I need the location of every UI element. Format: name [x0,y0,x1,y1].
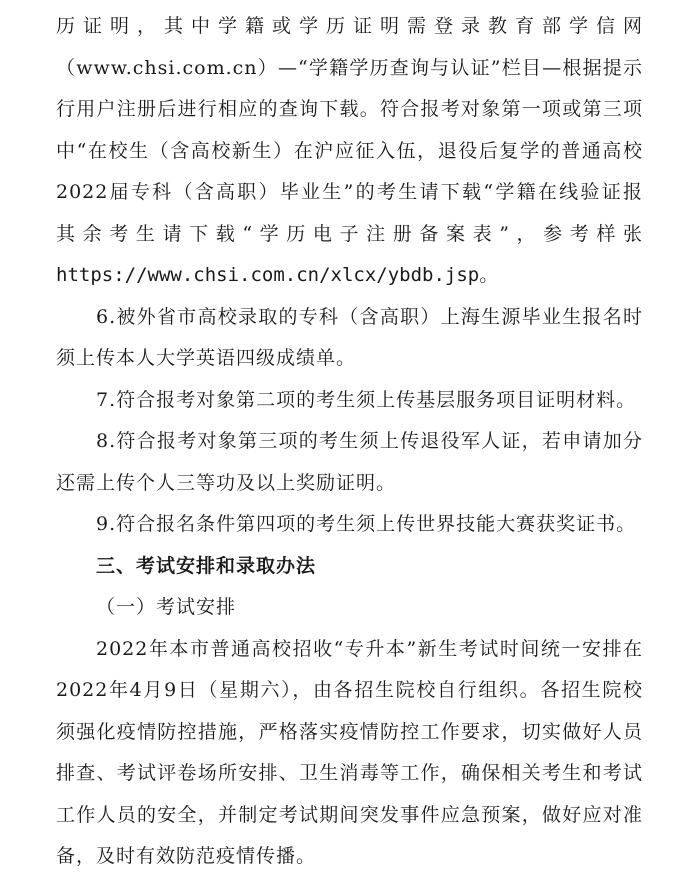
body-line: 其余考生请下载“学历电子注册备案表”，参考样张 [56,222,643,245]
item-8-line: 8.符合报考对象第三项的考生须上传退役军人证，若申请加分 [96,430,643,452]
body-line: 须强化疫情防控措施，严格落实疫情防控工作要求，切实做好人员 [56,720,643,743]
body-line: （www.chsi.com.cn）—“学籍学历查询与认证”栏目—根据提示 [56,56,643,79]
item-8-line: 还需上传个人三等功及以上奖励证明。 [56,471,397,494]
body-line: 工作人员的安全，并制定考试期间突发事件应急预案，做好应对准 [56,803,643,826]
body-line: 2022年本市普通高校招收“专升本”新生考试时间统一安排在 [96,637,643,660]
body-line: 2022届专科（含高职）毕业生”的考生请下载“学籍在线验证报 [56,181,643,203]
item-7-line: 7.符合报考对象第二项的考生须上传基层服务项目证明材料。 [96,388,637,411]
reference-url: https://www.chsi.com.cn/xlcx/ybdb.jsp。 [56,264,499,286]
body-line: 中“在校生（含高校新生）在沪应征入伍，退役后复学的普通高校 [56,139,643,162]
item-9-line: 9.符合报名条件第四项的考生须上传世界技能大赛获奖证书。 [96,513,637,535]
body-line: 行用户注册后进行相应的查询下载。符合报考对象第一项或第三项 [56,98,643,120]
body-line: 历证明，其中学籍或学历证明需登录教育部学信网 [56,15,643,37]
subsection-heading: （一）考试安排 [96,596,237,618]
item-6-line: 6.被外省市高校录取的专科（含高职）上海生源毕业生报名时 [96,305,643,328]
body-line: 2022年4月9日（星期六），由各招生院校自行组织。各招生院校 [56,679,643,701]
item-6-line: 须上传本人大学英语四级成绩单。 [56,347,357,369]
section-heading: 三、考试安排和录取办法 [96,554,317,577]
body-line: 备，及时有效防范疫情传播。 [56,845,317,867]
body-line: 排查、考试评卷场所安排、卫生消毒等工作，确保相关考生和考试 [56,762,643,784]
